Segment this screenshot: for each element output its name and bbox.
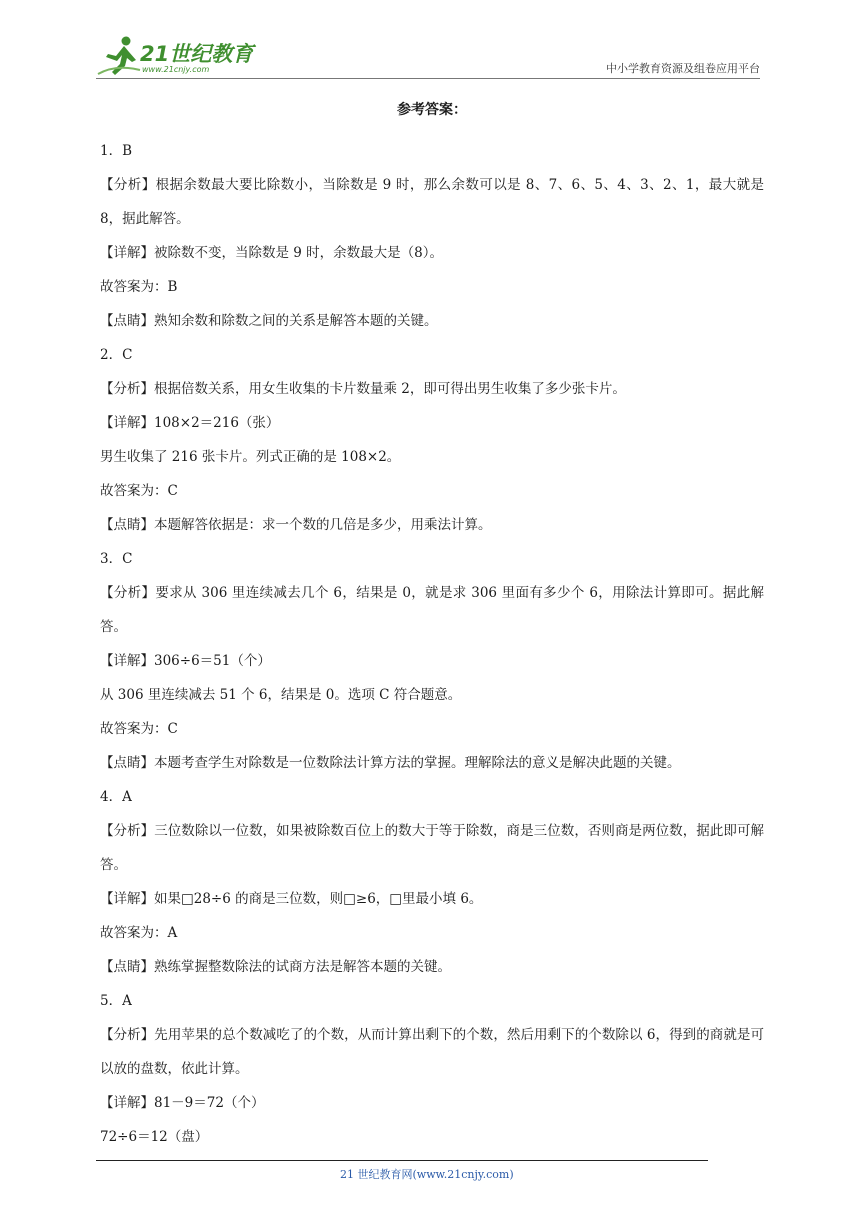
detail-text: 【详解】108×2＝216（张） — [100, 415, 280, 431]
key-point-text: 【点睛】本题解答依据是：求一个数的几倍是多少，用乘法计算。 — [100, 517, 492, 533]
answer-line: 故答案为：C — [100, 721, 178, 737]
analysis-text: 【分析】要求从 306 里连续减去几个 6，结果是 0，就是求 306 里面有多少个 6，用除法计算即可。据此解答。 — [100, 585, 764, 635]
platform-label: 中小学教育资源及组卷应用平台 — [606, 62, 760, 75]
detail-text: 72÷6＝12（盘） — [100, 1129, 209, 1145]
answer-item: 2．C — [100, 347, 133, 363]
analysis-text: 【分析】三位数除以一位数，如果被除数百位上的数大于等于除数，商是三位数，否则商是两位数，据此即可解答。 — [100, 823, 764, 873]
answer-item: 5．A — [100, 993, 132, 1009]
page-header — [96, 34, 760, 80]
header-divider — [96, 78, 760, 79]
answer-line: 故答案为：C — [100, 483, 178, 499]
logo-brand: 21世纪教育 — [140, 42, 254, 66]
answer-content — [100, 100, 764, 1154]
detail-text: 【详解】81－9＝72（个） — [100, 1095, 265, 1111]
detail-text: 【详解】被除数不变，当除数是 9 时，余数最大是（8）。 — [100, 245, 444, 261]
answer-line: 故答案为：A — [100, 925, 178, 941]
runner-logo-icon — [96, 34, 142, 78]
page-title: 参考答案： — [397, 102, 467, 118]
detail-text: 男生收集了 216 张卡片。列式正确的是 108×2。 — [100, 449, 401, 465]
logo — [96, 34, 266, 78]
answer-line: 故答案为：B — [100, 279, 178, 295]
answer-item: 1．B — [100, 143, 133, 159]
footer-link[interactable]: 21 世纪教育网(www.21cnjy.com) — [340, 1168, 514, 1181]
answer-item: 3．C — [100, 551, 133, 567]
footer-divider — [96, 1160, 708, 1161]
key-point-text: 【点睛】熟练掌握整数除法的试商方法是解答本题的关键。 — [100, 959, 451, 975]
analysis-text: 【分析】先用苹果的总个数减吃了的个数，从而计算出剩下的个数，然后用剩下的个数除以 6，得到的商就是可以放的盘数，依此计算。 — [100, 1027, 764, 1077]
logo-url: www.21cnjy.com — [142, 65, 210, 74]
key-point-text: 【点睛】本题考查学生对除数是一位数除法计算方法的掌握。理解除法的意义是解决此题的关键。 — [100, 755, 681, 771]
analysis-text: 【分析】根据倍数关系，用女生收集的卡片数量乘 2，即可得出男生收集了多少张卡片。 — [100, 381, 626, 397]
analysis-text: 【分析】根据余数最大要比除数小，当除数是 9 时，那么余数可以是 8、7、6、5、4、3、2、1，最大就是 8，据此解答。 — [100, 177, 764, 227]
answer-item: 4．A — [100, 789, 132, 805]
detail-text: 【详解】306÷6＝51（个） — [100, 653, 271, 669]
detail-text: 从 306 里连续减去 51 个 6，结果是 0。选项 C 符合题意。 — [100, 687, 462, 703]
detail-text: 【详解】如果□28÷6 的商是三位数，则□≥6，□里最小填 6。 — [100, 891, 483, 907]
key-point-text: 【点睛】熟知余数和除数之间的关系是解答本题的关键。 — [100, 313, 438, 329]
